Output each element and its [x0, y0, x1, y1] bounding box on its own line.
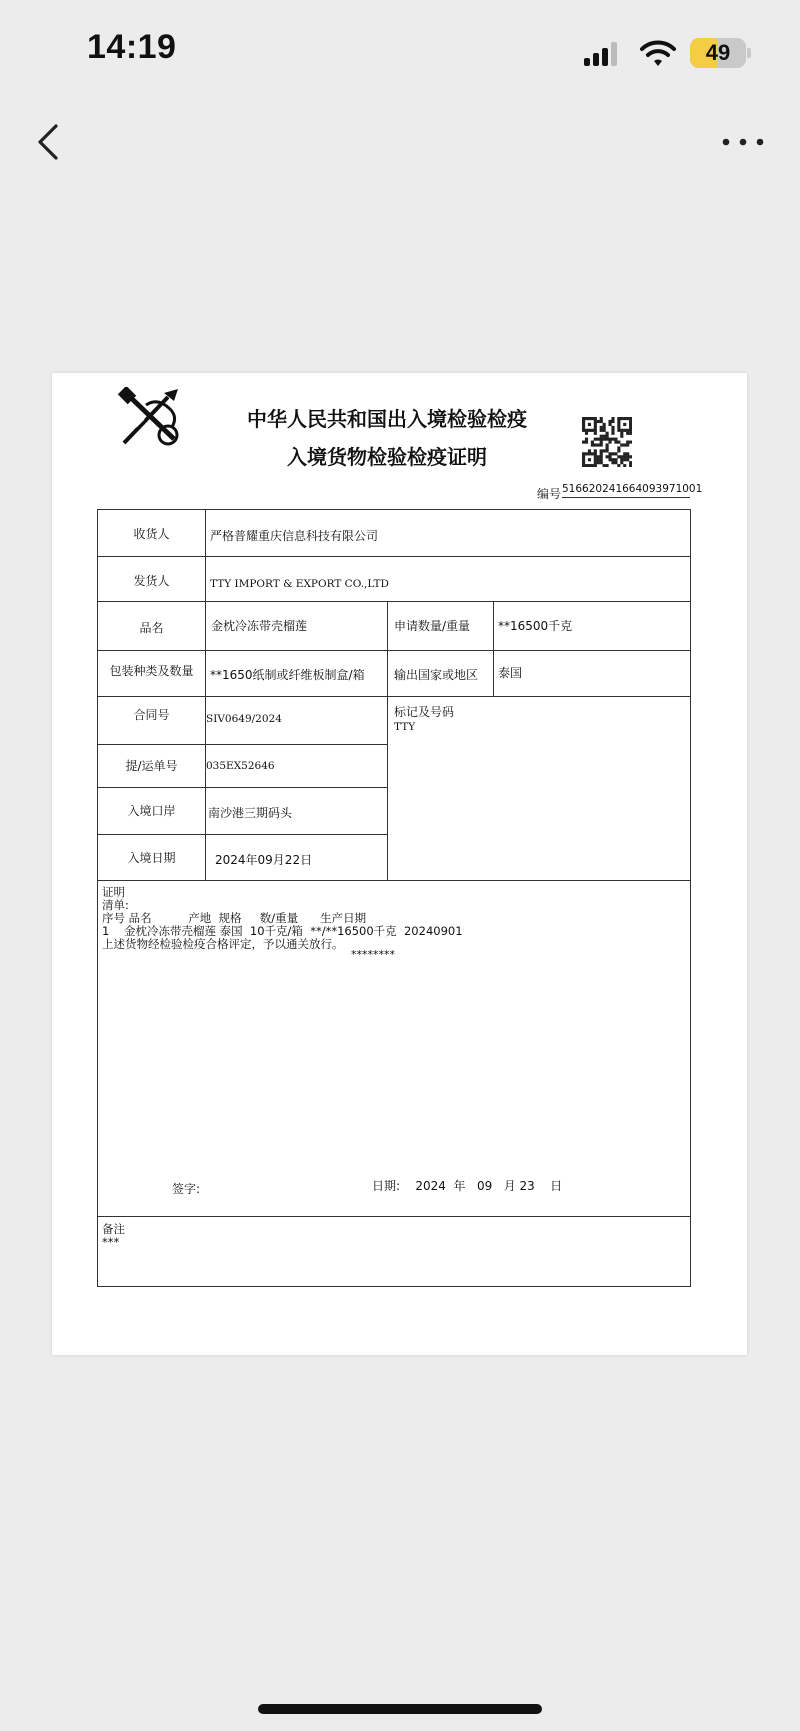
certificate-document	[52, 373, 747, 1355]
issue-month: 09	[476, 1179, 493, 1193]
status-time: 14:19	[87, 28, 177, 66]
cellular-signal-icon	[584, 42, 617, 66]
remarks-value: ***	[102, 1235, 120, 1249]
table-rule	[98, 744, 388, 745]
issue-day: 23	[519, 1179, 535, 1193]
remarks-section	[98, 1216, 690, 1286]
entry-date-value: 2024年09月22日	[215, 853, 313, 867]
origin-value: 泰国	[498, 666, 523, 680]
certification-text	[102, 886, 463, 951]
table-rule	[98, 650, 690, 651]
battery-cap	[747, 48, 751, 58]
bl-label: 提/运单号	[125, 759, 178, 773]
chevron-left-icon[interactable]	[30, 120, 70, 164]
table-rule	[98, 787, 388, 788]
table-rule	[493, 601, 494, 696]
document-title-line2: 入境货物检验检疫证明	[287, 445, 487, 469]
home-indicator[interactable]	[258, 1704, 542, 1714]
contract-label: 合同号	[133, 708, 170, 722]
table-rule	[98, 696, 690, 697]
certificate-table	[97, 509, 691, 1287]
cert-item-row: 1 金枕冷冻带壳榴莲 泰国 10千克/箱 **/**16500千克 20240901	[102, 924, 463, 938]
table-rule	[98, 556, 690, 557]
product-value: 金枕冷冻带壳榴莲	[211, 619, 308, 633]
battery-percent: 49	[705, 40, 731, 65]
table-rule	[98, 834, 388, 835]
consignee-label: 收货人	[133, 527, 170, 541]
origin-label: 输出国家或地区	[394, 668, 479, 682]
table-rule	[387, 601, 388, 880]
wifi-icon	[640, 38, 676, 68]
marks-value: TTY	[394, 721, 416, 733]
cert-header-row: 序号 品名 产地 规格 数/重量 生产日期	[102, 911, 367, 925]
consignor-label: 发货人	[133, 574, 170, 588]
more-dots-icon[interactable]	[720, 130, 766, 154]
issue-month-unit: 月	[503, 1179, 516, 1193]
cert-heading: 证明	[102, 885, 125, 899]
consignee-value: 严格普耀重庆信息科技有限公司	[210, 529, 379, 543]
quantity-label: 申请数量/重量	[394, 619, 471, 633]
entry-date-label: 入境日期	[127, 851, 176, 865]
packing-value: **1650纸制或纤维板制盒/箱	[210, 668, 365, 682]
marks-label: 标记及号码	[394, 705, 455, 719]
quantity-value: **16500千克	[498, 619, 573, 633]
port-label: 入境口岸	[127, 804, 176, 818]
product-label: 品名	[139, 621, 164, 635]
signature-label: 签字:	[172, 1182, 201, 1196]
port-value: 南沙港三期码头	[208, 806, 293, 820]
document-title-line1: 中华人民共和国出入境检验检疫	[247, 407, 527, 431]
inspection-emblem-icon	[118, 387, 188, 449]
issue-date	[372, 1177, 562, 1194]
issue-year-unit: 年	[453, 1179, 466, 1193]
cert-stars: ********	[351, 948, 395, 961]
cert-no-label: 编号	[537, 487, 562, 501]
status-bar	[0, 0, 800, 100]
contract-value: SIV0649/2024	[206, 713, 282, 725]
issue-year: 2024	[415, 1179, 446, 1193]
table-rule	[98, 601, 690, 602]
cert-list-label: 清单:	[102, 898, 129, 912]
battery-icon	[690, 38, 746, 68]
consignor-value: TTY IMPORT & EXPORT CO.,LTD	[210, 578, 389, 590]
table-rule	[205, 510, 206, 880]
remarks	[102, 1223, 125, 1249]
issue-day-unit: 日	[550, 1179, 563, 1193]
remarks-label: 备注	[102, 1222, 125, 1236]
cert-statement: 上述货物经检验检疫合格评定，予以通关放行。	[102, 937, 344, 951]
bl-value: 035EX52646	[206, 760, 275, 772]
packing-label: 包装种类及数量	[109, 664, 194, 678]
qr-code-icon	[582, 417, 632, 467]
issue-date-label: 日期:	[372, 1179, 401, 1193]
certification-section	[98, 880, 690, 1216]
cert-no-value: 516620241664093971001	[562, 483, 690, 498]
